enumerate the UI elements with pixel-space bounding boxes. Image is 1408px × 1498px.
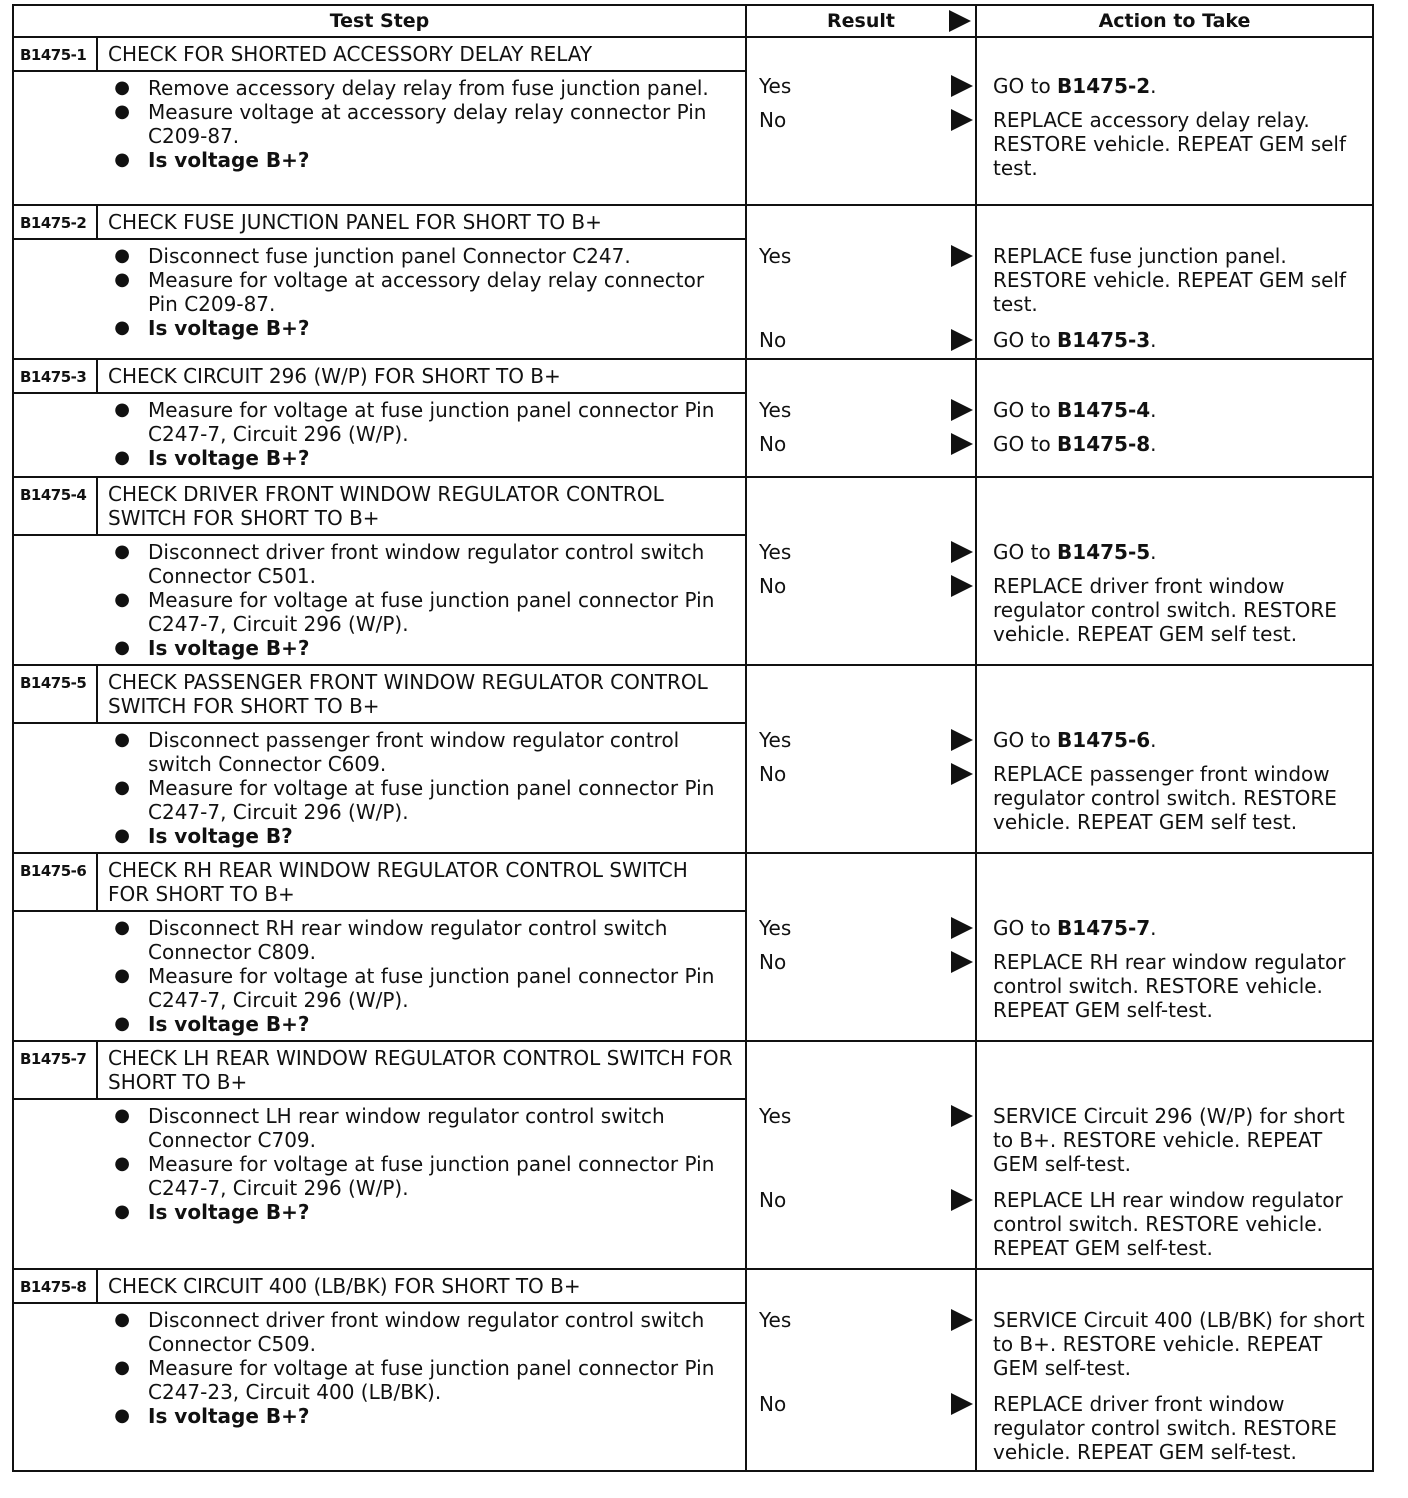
no-action	[993, 762, 1368, 834]
yes-action-text: SERVICE Circuit 296 (W/P) for short to B+. RESTORE vehicle. REPEAT GEM self-test.	[993, 1104, 1345, 1176]
arrow-right-icon	[951, 329, 973, 351]
result-yes: Yes	[759, 1308, 792, 1332]
test-step-cell	[14, 38, 747, 204]
bullet-text: Is voltage B+?	[148, 1404, 310, 1428]
yes-action-ref: B1475-7	[1057, 916, 1151, 940]
header-action: Action to Take	[1098, 10, 1251, 32]
step-head	[14, 854, 745, 912]
bullet-item	[14, 964, 745, 1012]
result-cell	[747, 854, 977, 1040]
arrow-right-icon	[951, 1189, 973, 1211]
result-no: No	[759, 328, 787, 352]
bullet-item	[14, 728, 745, 776]
yes-action	[993, 74, 1368, 98]
step-body	[14, 394, 745, 476]
step-title: CHECK FOR SHORTED ACCESSORY DELAY RELAY	[108, 42, 593, 66]
action-cell	[977, 1270, 1372, 1470]
bullet-text: Measure for voltage at fuse junction panel connector Pin C247-7, Circuit 296 (W/P).	[148, 588, 715, 636]
bullet-text: Is voltage B+?	[148, 446, 310, 470]
yes-action-text: SERVICE Circuit 400 (LB/BK) for short to B+. RESTORE vehicle. REPEAT GEM self-test.	[993, 1308, 1365, 1380]
no-action-ref: B1475-3	[1057, 328, 1151, 352]
bullet-icon: ●	[114, 541, 130, 562]
result-cell	[747, 360, 977, 476]
yes-action	[993, 540, 1368, 564]
step-head	[14, 38, 745, 72]
bullet-text: Is voltage B?	[148, 824, 293, 848]
bullet-icon: ●	[114, 269, 130, 290]
bullet-icon: ●	[114, 1105, 130, 1126]
yes-action-ref: B1475-6	[1057, 728, 1151, 752]
step-head	[14, 360, 745, 394]
test-step-cell	[14, 1042, 747, 1268]
table-row	[12, 38, 1374, 206]
arrow-right-icon	[951, 575, 973, 597]
step-title: CHECK FUSE JUNCTION PANEL FOR SHORT TO B+	[108, 210, 602, 234]
bullet-item	[14, 316, 745, 340]
bullet-text: Measure voltage at accessory delay relay connector Pin C209-87.	[148, 100, 707, 148]
table-row	[12, 206, 1374, 360]
bullet-text: Disconnect driver front window regulator control switch Connector C509.	[148, 1308, 705, 1356]
bullet-item	[14, 1104, 745, 1152]
table-row	[12, 1042, 1374, 1270]
bullet-item	[14, 1152, 745, 1200]
arrow-right-icon	[951, 433, 973, 455]
result-cell	[747, 206, 977, 358]
no-action	[993, 1392, 1368, 1464]
result-yes: Yes	[759, 916, 792, 940]
arrow-right-icon	[951, 917, 973, 939]
bullet-text: Measure for voltage at fuse junction panel connector Pin C247-7, Circuit 296 (W/P).	[148, 776, 715, 824]
yes-action-tail: .	[1150, 540, 1157, 564]
test-step-cell	[14, 854, 747, 1040]
bullet-text: Is voltage B+?	[148, 1012, 310, 1036]
bullet-item	[14, 398, 745, 446]
bullet-icon: ●	[114, 149, 130, 170]
arrow-right-icon	[951, 109, 973, 131]
no-action-text: REPLACE passenger front window regulator control switch. RESTORE vehicle. REPEAT GEM self test.	[993, 762, 1337, 834]
table-row	[12, 854, 1374, 1042]
bullet-icon: ●	[114, 825, 130, 846]
yes-action	[993, 1104, 1368, 1176]
yes-action	[993, 728, 1368, 752]
step-id: B1475-6	[14, 854, 98, 910]
arrow-right-icon	[951, 763, 973, 785]
result-no: No	[759, 950, 787, 974]
no-action-text: REPLACE RH rear window regulator control switch. RESTORE vehicle. REPEAT GEM self-test.	[993, 950, 1346, 1022]
bullet-item	[14, 1356, 745, 1404]
yes-action-text: GO to	[993, 916, 1058, 940]
bullet-icon: ●	[114, 777, 130, 798]
result-no: No	[759, 762, 787, 786]
arrow-right-icon	[951, 1309, 973, 1331]
bullet-text: Disconnect driver front window regulator control switch Connector C501.	[148, 540, 705, 588]
no-action-text: REPLACE LH rear window regulator control switch. RESTORE vehicle. REPEAT GEM self-test.	[993, 1188, 1343, 1260]
bullet-text: Measure for voltage at fuse junction panel connector Pin C247-7, Circuit 296 (W/P).	[148, 398, 715, 446]
no-action	[993, 574, 1368, 646]
test-step-cell	[14, 1270, 747, 1470]
arrow-right-icon	[951, 75, 973, 97]
bullet-text: Measure for voltage at fuse junction panel connector Pin C247-7, Circuit 296 (W/P).	[148, 1152, 715, 1200]
bullet-icon: ●	[114, 1153, 130, 1174]
no-action-tail: .	[1150, 328, 1157, 352]
bullet-item	[14, 244, 745, 268]
test-step-cell	[14, 478, 747, 664]
bullet-text: Is voltage B+?	[148, 316, 310, 340]
step-head	[14, 1042, 745, 1100]
arrow-right-icon	[951, 1393, 973, 1415]
yes-action-tail: .	[1150, 398, 1157, 422]
arrow-right-icon	[951, 729, 973, 751]
arrow-right-icon	[951, 1105, 973, 1127]
step-title: CHECK CIRCUIT 296 (W/P) FOR SHORT TO B+	[108, 364, 561, 388]
yes-action-tail: .	[1150, 916, 1157, 940]
bullet-icon: ●	[114, 917, 130, 938]
yes-action-ref: B1475-5	[1057, 540, 1151, 564]
result-yes: Yes	[759, 1104, 792, 1128]
no-action-tail: .	[1150, 432, 1157, 456]
table-row	[12, 666, 1374, 854]
result-cell	[747, 478, 977, 664]
step-id: B1475-8	[14, 1270, 98, 1302]
yes-action	[993, 244, 1368, 316]
bullet-item	[14, 1012, 745, 1036]
no-action-text: REPLACE driver front window regulator control switch. RESTORE vehicle. REPEAT GEM self test.	[993, 574, 1337, 646]
no-action	[993, 1188, 1368, 1260]
result-yes: Yes	[759, 398, 792, 422]
bullet-text: Disconnect RH rear window regulator control switch Connector C809.	[148, 916, 668, 964]
step-head	[14, 478, 745, 536]
step-id: B1475-2	[14, 206, 98, 238]
bullet-icon: ●	[114, 1013, 130, 1034]
step-body	[14, 72, 745, 178]
bullet-item	[14, 636, 745, 660]
bullet-icon: ●	[114, 637, 130, 658]
no-action-text: GO to	[993, 328, 1058, 352]
no-action-text: GO to	[993, 432, 1058, 456]
step-head	[14, 1270, 745, 1304]
step-body	[14, 1304, 745, 1434]
bullet-text: Disconnect fuse junction panel Connector C247.	[148, 244, 631, 268]
bullet-item	[14, 824, 745, 848]
no-action	[993, 432, 1368, 456]
table-body	[12, 38, 1374, 1472]
result-yes: Yes	[759, 540, 792, 564]
yes-action	[993, 1308, 1368, 1380]
no-action-ref: B1475-8	[1057, 432, 1151, 456]
test-step-cell	[14, 360, 747, 476]
no-action	[993, 328, 1368, 352]
bullet-text: Measure for voltage at fuse junction panel connector Pin C247-23, Circuit 400 (LB/BK).	[148, 1356, 715, 1404]
bullet-icon: ●	[114, 589, 130, 610]
table-row	[12, 360, 1374, 478]
action-cell	[977, 478, 1372, 664]
test-step-cell	[14, 206, 747, 358]
bullet-item	[14, 1308, 745, 1356]
bullet-icon: ●	[114, 965, 130, 986]
bullet-text: Is voltage B+?	[148, 1200, 310, 1224]
action-cell	[977, 854, 1372, 1040]
bullet-item	[14, 148, 745, 172]
bullet-icon: ●	[114, 1201, 130, 1222]
bullet-text: Disconnect LH rear window regulator control switch Connector C709.	[148, 1104, 665, 1152]
bullet-item	[14, 268, 745, 316]
header-result	[747, 6, 977, 36]
table-row	[12, 478, 1374, 666]
arrow-right-icon	[951, 951, 973, 973]
bullet-item	[14, 588, 745, 636]
result-yes: Yes	[759, 244, 792, 268]
yes-action	[993, 916, 1368, 940]
result-yes: Yes	[759, 728, 792, 752]
bullet-text: Remove accessory delay relay from fuse junction panel.	[148, 76, 709, 100]
arrow-right-icon	[951, 245, 973, 267]
bullet-icon: ●	[114, 245, 130, 266]
action-cell	[977, 38, 1372, 204]
yes-action-text: GO to	[993, 398, 1058, 422]
bullet-icon: ●	[114, 1405, 130, 1426]
step-id: B1475-1	[14, 38, 98, 70]
bullet-item	[14, 1404, 745, 1428]
header-test-step: Test Step	[14, 6, 747, 36]
step-body	[14, 724, 745, 854]
step-body	[14, 536, 745, 666]
action-cell	[977, 360, 1372, 476]
bullet-icon: ●	[114, 101, 130, 122]
no-action	[993, 108, 1368, 180]
bullet-text: Is voltage B+?	[148, 148, 310, 172]
step-id: B1475-3	[14, 360, 98, 392]
step-body	[14, 240, 745, 346]
step-title: CHECK LH REAR WINDOW REGULATOR CONTROL SWITCH FOR SHORT TO B+	[108, 1046, 733, 1094]
step-body	[14, 912, 745, 1042]
yes-action-tail: .	[1150, 74, 1157, 98]
test-step-cell	[14, 666, 747, 852]
table-header	[12, 4, 1374, 38]
result-no: No	[759, 108, 787, 132]
step-body	[14, 1100, 745, 1230]
header-result-label: Result	[827, 10, 895, 32]
result-no: No	[759, 1188, 787, 1212]
bullet-item	[14, 540, 745, 588]
yes-action-ref: B1475-2	[1057, 74, 1151, 98]
bullet-item	[14, 100, 745, 148]
bullet-item	[14, 776, 745, 824]
no-action	[993, 950, 1368, 1022]
bullet-item	[14, 1200, 745, 1224]
result-no: No	[759, 1392, 787, 1416]
step-title: CHECK RH REAR WINDOW REGULATOR CONTROL SWITCH FOR SHORT TO B+	[108, 858, 688, 906]
yes-action-text: REPLACE fuse junction panel. RESTORE vehicle. REPEAT GEM self test.	[993, 244, 1347, 316]
yes-action-text: GO to	[993, 728, 1058, 752]
bullet-icon: ●	[114, 399, 130, 420]
bullet-item	[14, 76, 745, 100]
yes-action	[993, 398, 1368, 422]
step-title: CHECK CIRCUIT 400 (LB/BK) FOR SHORT TO B+	[108, 1274, 581, 1298]
diagnostic-table	[12, 4, 1374, 1472]
bullet-icon: ●	[114, 447, 130, 468]
arrow-right-icon	[951, 399, 973, 421]
yes-action-text: GO to	[993, 74, 1058, 98]
bullet-icon: ●	[114, 729, 130, 750]
bullet-text: Measure for voltage at accessory delay relay connector Pin C209-87.	[148, 268, 705, 316]
yes-action-text: GO to	[993, 540, 1058, 564]
arrow-right-icon	[951, 541, 973, 563]
result-yes: Yes	[759, 74, 792, 98]
bullet-text: Disconnect passenger front window regulator control switch Connector C609.	[148, 728, 680, 776]
result-cell	[747, 666, 977, 852]
result-cell	[747, 1270, 977, 1470]
step-id: B1475-5	[14, 666, 98, 722]
yes-action-tail: .	[1150, 728, 1157, 752]
step-head	[14, 206, 745, 240]
bullet-icon: ●	[114, 1357, 130, 1378]
action-cell	[977, 666, 1372, 852]
yes-action-ref: B1475-4	[1057, 398, 1151, 422]
action-cell	[977, 1042, 1372, 1268]
result-no: No	[759, 432, 787, 456]
action-cell	[977, 206, 1372, 358]
step-id: B1475-7	[14, 1042, 98, 1098]
step-title: CHECK PASSENGER FRONT WINDOW REGULATOR CONTROL SWITCH FOR SHORT TO B+	[108, 670, 708, 718]
result-cell	[747, 38, 977, 204]
no-action-text: REPLACE accessory delay relay. RESTORE vehicle. REPEAT GEM self test.	[993, 108, 1347, 180]
no-action-text: REPLACE driver front window regulator control switch. RESTORE vehicle. REPEAT GEM self-test.	[993, 1392, 1337, 1464]
step-id: B1475-4	[14, 478, 98, 534]
table-row	[12, 1270, 1374, 1472]
bullet-item	[14, 446, 745, 470]
bullet-icon: ●	[114, 1309, 130, 1330]
bullet-text: Measure for voltage at fuse junction panel connector Pin C247-7, Circuit 296 (W/P).	[148, 964, 715, 1012]
step-head	[14, 666, 745, 724]
step-title: CHECK DRIVER FRONT WINDOW REGULATOR CONTROL SWITCH FOR SHORT TO B+	[108, 482, 664, 530]
bullet-text: Is voltage B+?	[148, 636, 310, 660]
result-no: No	[759, 574, 787, 598]
result-cell	[747, 1042, 977, 1268]
bullet-icon: ●	[114, 77, 130, 98]
arrow-right-icon	[949, 10, 971, 32]
bullet-icon: ●	[114, 317, 130, 338]
bullet-item	[14, 916, 745, 964]
